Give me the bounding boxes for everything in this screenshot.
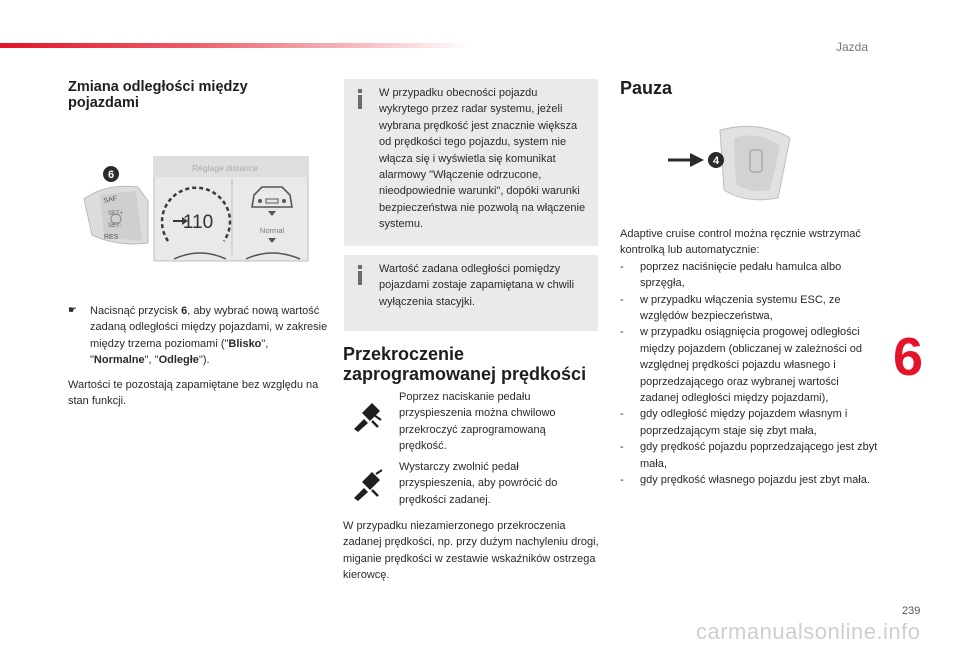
foot-release-pedal-icon xyxy=(350,468,384,502)
list-item-text: poprzez naciśnięcie pedału hamulca albo sprzęgła, xyxy=(640,260,842,290)
callout-6-label: 6 xyxy=(107,169,115,181)
accelerator-release-text: Wystarczy zwolnić pedał przyspieszenia, aby powrócić do prędkości zadanej. xyxy=(399,461,558,506)
header-accent-bar xyxy=(0,43,470,48)
info-note-memory-text: Wartość zadana odległości pomiędzy pojazdami zostaje zapamiętana w chwili wyłączenia stacyjki. xyxy=(379,263,575,308)
info-note-memory xyxy=(344,255,598,331)
level-blisko: Blisko xyxy=(228,337,262,350)
list-item: - w przypadku włączenia systemu ESC, ze względów bezpieczeństwa, xyxy=(620,293,841,323)
list-item-text: gdy odległość między pojazdem własnym i poprzedzającym staje się zbyt mała, xyxy=(640,408,848,437)
distance-bullet xyxy=(68,303,330,369)
screen-title: Réglage distance xyxy=(192,163,258,173)
distance-heading-line2: pojazdami xyxy=(68,95,139,111)
list-item: - w przypadku osiągnięcia progowej odległości między pojazdem (obliczanej w zależności od względnej prędkości pojazdu własnego i poprzedzającego oraz wybranej wartości zadanej odległości między pojazdami), xyxy=(620,326,862,405)
stalk-label-res: RES xyxy=(104,234,119,241)
instruction-text: , aby wybrać nową wartość zadaną odległości między pojazdami, w zakresie między trzema poziomami (" xyxy=(90,305,328,350)
list-item: - gdy odległość między pojazdem własnym i poprzedzającym staje się zbyt mała, xyxy=(620,408,848,437)
pointing-hand-icon: ☛ xyxy=(68,305,77,316)
distance-instruction xyxy=(68,303,330,369)
list-item-text: gdy prędkość własnego pojazdu jest zbyt mała. xyxy=(640,474,870,487)
section-title: Jazda xyxy=(836,40,869,54)
instruction-text: Nacisnąć przycisk xyxy=(90,305,182,317)
accelerator-press-text: Poprzez naciskanie pedału przyspieszenia można chwilowo przekroczyć zaprogramowaną prędkość. xyxy=(399,391,556,453)
instruction-text: ", " xyxy=(144,354,159,367)
speed-value: 110 xyxy=(182,212,214,233)
distance-heading xyxy=(68,79,328,111)
watermark: carmanualsonline.info xyxy=(696,619,921,644)
info-icon xyxy=(358,265,366,285)
list-item-text: w przypadku osiągnięcia progowej odległości między pojazdem (obliczanej w zależności od względnej prędkości pojazdu własnego i poprzedzającego oraz wybranej wartości zadanej odległości między pojazdami), xyxy=(640,326,862,405)
level-normalne: Normalne xyxy=(93,354,145,367)
list-item: - poprzez naciśnięcie pedału hamulca albo sprzęgła, xyxy=(620,260,842,290)
pause-heading: Pauza xyxy=(620,78,673,98)
overspeed-warning-paragraph: W przypadku niezamierzonego przekroczenia zadanej prędkości, np. przy dużym nachyleniu drogi, miganie prędkości w zestawie wskaźników ostrzega kierowcę. xyxy=(343,520,599,582)
distance-heading-line1: Zmiana odległości między xyxy=(68,79,248,95)
page-number: 239 xyxy=(902,605,921,617)
overspeed-heading-line2: zaprogramowanej prędkości xyxy=(343,364,587,384)
pause-stalk-illustration xyxy=(660,120,815,205)
overspeed-heading-line1: Przekroczenie xyxy=(343,344,465,364)
overspeed-heading xyxy=(343,344,603,384)
level-odlegle: Odległe xyxy=(158,354,199,367)
info-icon xyxy=(358,89,366,109)
list-item: - gdy prędkość własnego pojazdu jest zbyt mała. xyxy=(620,474,870,487)
list-item-text: gdy prędkość pojazdu poprzedzającego jest zbyt mała, xyxy=(640,441,878,470)
stalk-label-set-minus: SET- xyxy=(108,223,122,229)
info-note-radar-text: W przypadku obecności pojazdu wykrytego przez radar systemu, jeżeli wybrana prędkość jest znacznie większa od prędkości tego pojazdu, system nie włącza się i wyświetla się komunikat alarmowy "Włączenie odrzucone, nieodpowiednie warunki", dopóki warunki bezpieczeństwa nie pozwolą na włączenie systemu. xyxy=(379,87,586,231)
list-item-text: w przypadku włączenia systemu ESC, ze względów bezpieczeństwa, xyxy=(640,293,841,323)
stalk-label-set-plus: SET+ xyxy=(108,211,124,217)
list-item: - gdy prędkość pojazdu poprzedzającego jest zbyt mała, xyxy=(620,441,878,470)
stalk-label-saf: SAF xyxy=(102,195,118,205)
distance-memory-paragraph: Wartości te pozostają zapamiętane bez względu na stan funkcji. xyxy=(68,379,319,408)
pause-paragraph xyxy=(620,226,880,489)
instruction-text: "). xyxy=(198,354,210,367)
info-note-radar xyxy=(344,79,598,246)
instruction-text: ", " xyxy=(90,337,269,367)
chapter-number: 6 xyxy=(893,327,924,387)
distance-setting-illustration xyxy=(78,155,310,263)
button-ref: 6 xyxy=(181,305,188,317)
distance-mode-label: Normal xyxy=(259,226,285,235)
callout-4-label: 4 xyxy=(712,155,720,167)
foot-press-pedal-icon xyxy=(350,399,384,433)
pause-intro: Adaptive cruise control można ręcznie wstrzymać kontrolką lub automatycznie: xyxy=(620,228,861,257)
